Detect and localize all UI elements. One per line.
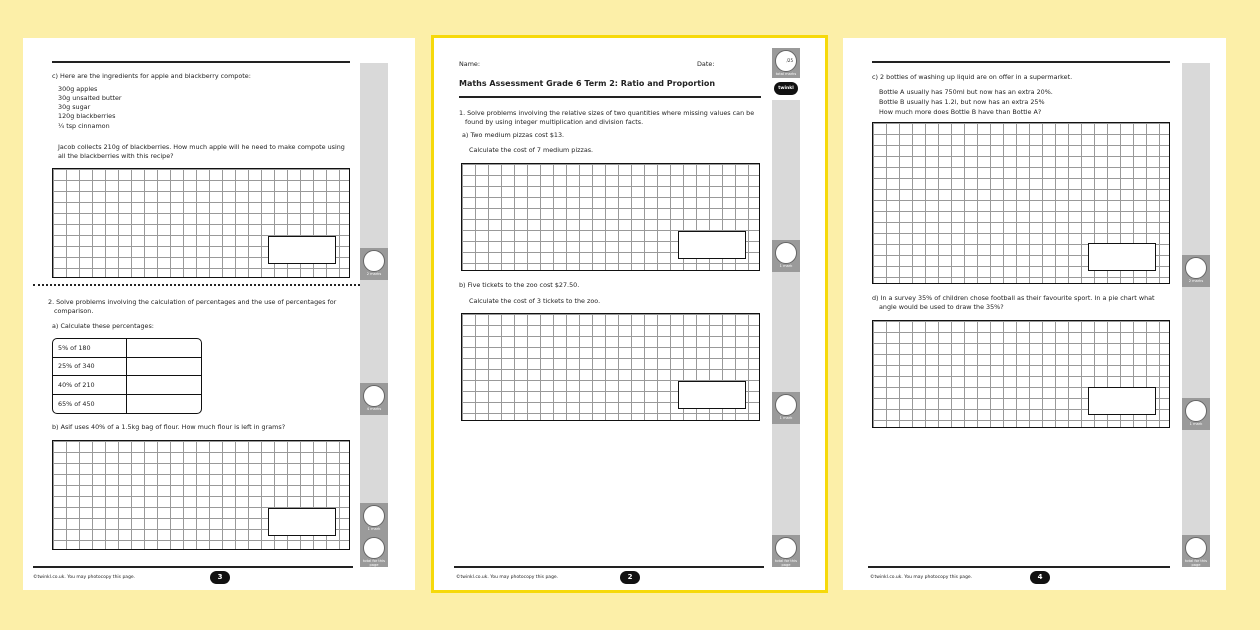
ingredient: 30g unsalted butter	[58, 94, 122, 102]
worksheet-page-4[interactable]	[843, 38, 1226, 590]
answer-cell[interactable]	[127, 395, 201, 414]
copyright-footer: ©twinkl.co.uk. You may photocopy this page.	[456, 575, 559, 580]
marks-circle	[360, 383, 388, 415]
marks-circle	[1182, 255, 1210, 287]
twinkl-logo: twinkl	[774, 82, 798, 95]
ingredient: 120g blackberries	[58, 112, 116, 120]
page-number-badge: 4	[1030, 571, 1050, 584]
answer-cell[interactable]	[127, 339, 201, 358]
marks-circle	[360, 503, 388, 535]
page-total-circle	[1182, 535, 1210, 567]
marks-label: total for this page	[774, 559, 797, 567]
answer-box[interactable]	[1088, 387, 1156, 415]
question-text: How much more does Bottle B have than Bottle A?	[879, 108, 1042, 116]
question-1-text: 1. Solve problems involving the relative sizes of two quantities where missing values can be	[459, 109, 755, 117]
ingredient: 30g sugar	[58, 103, 91, 111]
page-number-badge: 3	[210, 571, 230, 584]
marks-label: 1 mark	[779, 264, 793, 268]
total-marks-value: /25	[786, 58, 793, 63]
percentages-table	[52, 338, 202, 414]
marks-label: total for this page	[362, 559, 385, 567]
footer-rule	[33, 566, 353, 568]
question-1a-label: a) Two medium pizzas cost $13.	[462, 131, 565, 139]
page-title: Maths Assessment Grade 6 Term 2: Ratio and Proportion	[459, 79, 716, 88]
table-cell: 25% of 340	[53, 358, 127, 377]
copyright-footer: ©twinkl.co.uk. You may photocopy this page.	[870, 575, 973, 580]
marks-circle	[1182, 398, 1210, 430]
question-1d-text: angle would be used to draw the 35%?	[879, 303, 1004, 311]
answer-box[interactable]	[678, 231, 746, 259]
ingredient: ¼ tsp cinnamon	[58, 122, 110, 130]
question-text: Jacob collects 210g of blackberries. How much apple will he need to make compote using	[58, 143, 345, 151]
answer-box[interactable]	[268, 508, 336, 536]
marks-circle	[772, 240, 800, 272]
section-divider	[33, 284, 368, 286]
table-cell: 40% of 210	[53, 376, 127, 395]
marks-circle	[772, 392, 800, 424]
answer-box[interactable]	[1088, 243, 1156, 271]
worksheet-page-2[interactable]	[434, 38, 825, 590]
table-row	[53, 395, 201, 414]
answer-cell[interactable]	[127, 358, 201, 377]
question-2-text: 2. Solve problems involving the calculation of percentages and the use of percentages for	[48, 298, 337, 306]
answer-box[interactable]	[678, 381, 746, 409]
top-rule	[872, 61, 1170, 63]
top-rule	[52, 61, 350, 63]
copyright-footer: ©twinkl.co.uk. You may photocopy this page.	[33, 575, 136, 580]
question-text: all the blackberries with this recipe?	[58, 152, 174, 160]
page-total-circle	[772, 535, 800, 567]
marks-strip	[772, 100, 800, 565]
question-2-text: comparison.	[54, 307, 94, 315]
question-2a-label: a) Calculate these percentages:	[52, 322, 154, 330]
question-1b-calc: Calculate the cost of 3 tickets to the zoo.	[469, 297, 601, 305]
question-text: Bottle A usually has 750ml but now has an extra 20%.	[879, 88, 1053, 96]
date-label: Date:	[697, 60, 715, 68]
table-cell: 65% of 450	[53, 395, 127, 414]
answer-cell[interactable]	[127, 376, 201, 395]
marks-label: 4 marks	[366, 407, 382, 411]
footer-rule	[868, 566, 1170, 568]
table-row	[53, 358, 201, 377]
marks-label: 1 mark	[779, 416, 793, 420]
table-row	[53, 339, 201, 358]
total-marks-circle	[772, 48, 800, 78]
total-marks-label: total marks	[775, 72, 797, 76]
footer-rule	[454, 566, 764, 568]
page-total-circle	[360, 535, 388, 567]
question-1d-text: d) In a survey 35% of children chose football as their favourite sport. In a pie chart what	[872, 294, 1155, 302]
marks-label: 2 marks	[366, 272, 382, 276]
marks-label: 1 mark	[1189, 422, 1203, 426]
question-1a-calc: Calculate the cost of 7 medium pizzas.	[469, 146, 594, 154]
marks-label: 1 mark	[367, 527, 381, 531]
question-text: Bottle B usually has 1.2l, but now has an extra 25%	[879, 98, 1045, 106]
name-label: Name:	[459, 60, 481, 68]
table-row	[53, 376, 201, 395]
question-1-text: found by using integer multiplication and division facts.	[465, 118, 644, 126]
marks-label: total for this page	[1184, 559, 1207, 567]
ingredient: 300g apples	[58, 85, 98, 93]
marks-strip	[360, 63, 388, 563]
page-number-badge: 2	[620, 571, 640, 584]
worksheet-page-3[interactable]	[23, 38, 415, 590]
title-rule	[459, 96, 761, 98]
question-1c-label: c) Here are the ingredients for apple and blackberry compote:	[52, 72, 251, 80]
question-1c-label: c) 2 bottles of washing up liquid are on offer in a supermarket.	[872, 73, 1073, 81]
question-2b-label: b) Asif uses 40% of a 1.5kg bag of flour. How much flour is left in grams?	[52, 423, 286, 431]
marks-label: 2 marks	[1188, 279, 1204, 283]
answer-box[interactable]	[268, 236, 336, 264]
marks-circle	[360, 248, 388, 280]
marks-strip	[1182, 63, 1210, 563]
question-1b-label: b) Five tickets to the zoo cost $27.50.	[459, 281, 580, 289]
table-cell: 5% of 180	[53, 339, 127, 358]
